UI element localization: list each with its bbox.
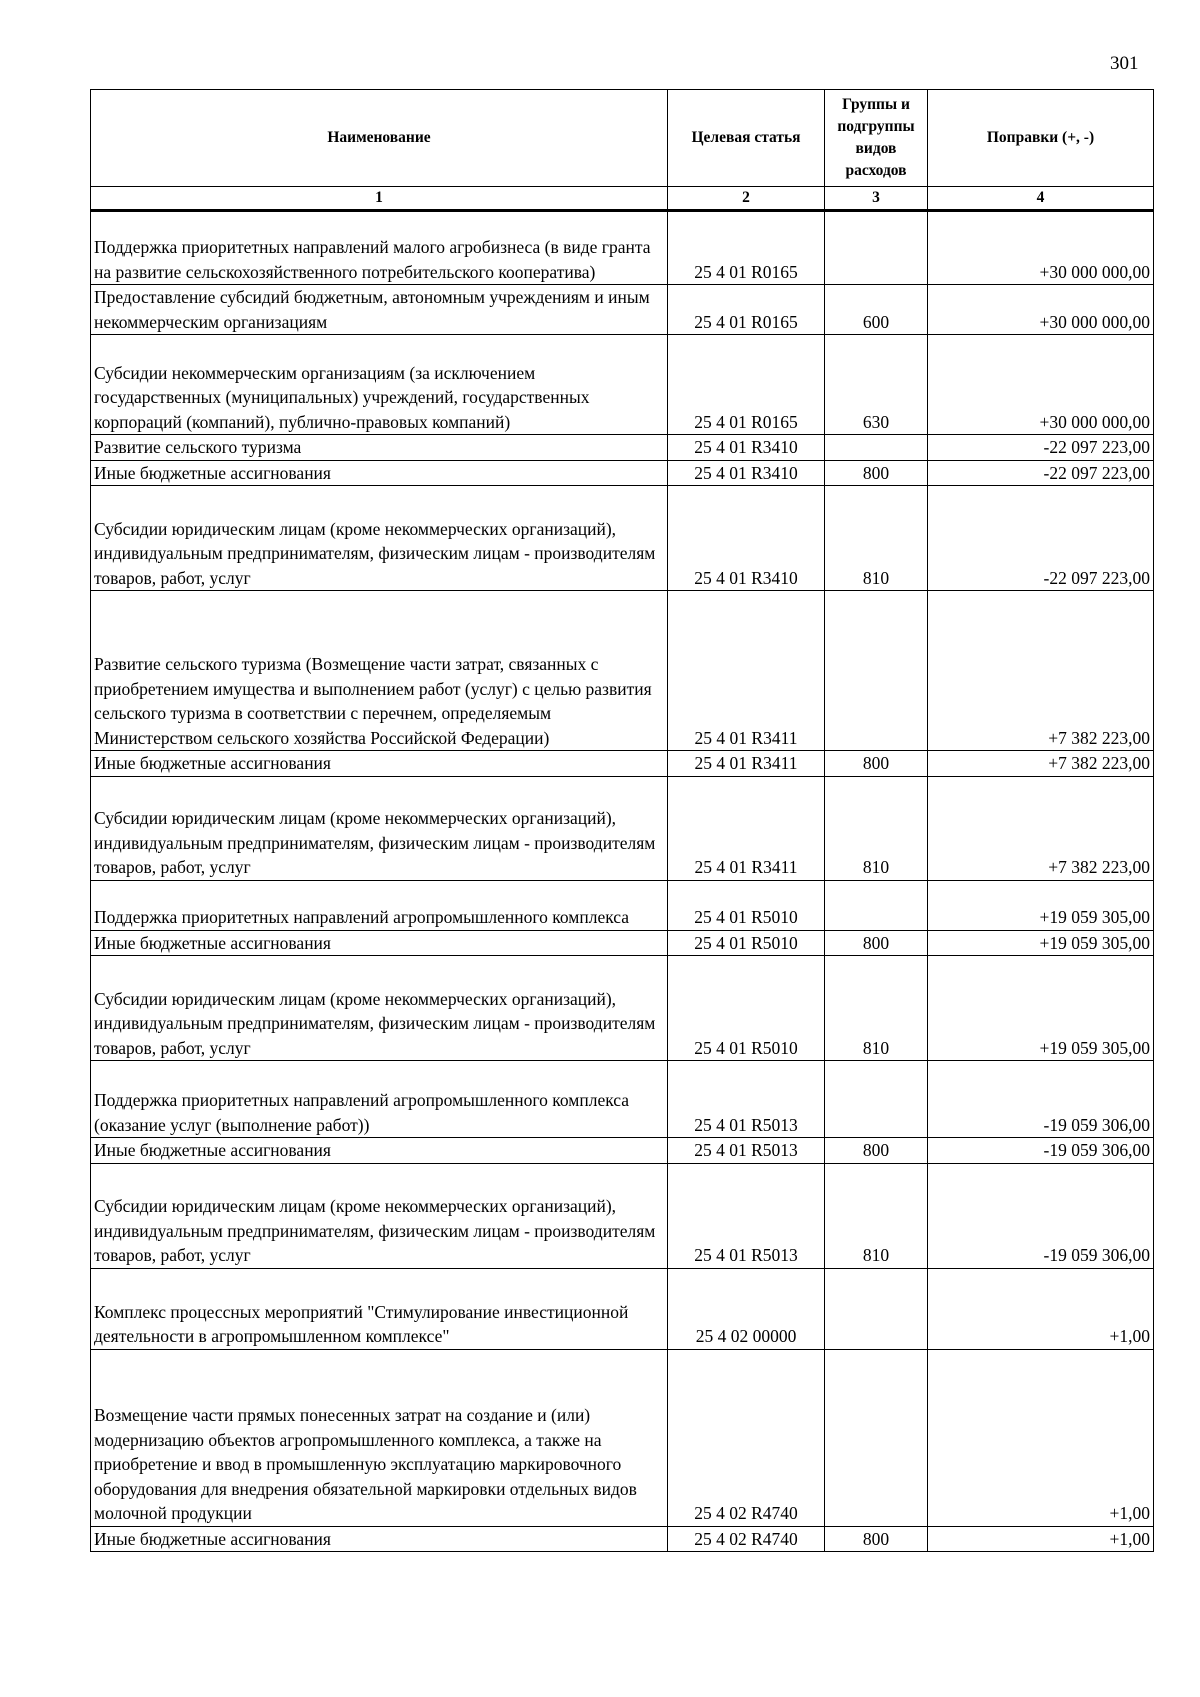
column-number: 3 <box>825 187 928 211</box>
row-expense-group: 800 <box>825 1138 928 1164</box>
row-target-code: 25 4 01 R5013 <box>668 1061 825 1138</box>
row-name: Субсидии юридическим лицам (кроме некоммерческих организаций), индивидуальным предпринимателям, физическим лицам - производителям товаров, работ, услуг <box>91 776 668 880</box>
row-name: Поддержка приоритетных направлений агропромышленного комплекса <box>91 880 668 930</box>
row-amount: +7 382 223,00 <box>928 751 1154 777</box>
row-name: Комплекс процессных мероприятий "Стимулирование инвестиционной деятельности в агропромышленном комплексе" <box>91 1268 668 1349</box>
column-number: 1 <box>91 187 668 211</box>
row-name: Иные бюджетные ассигнования <box>91 1138 668 1164</box>
table-row <box>91 1526 1154 1552</box>
header-name: Наименование <box>91 90 668 187</box>
row-expense-group: 810 <box>825 776 928 880</box>
row-name: Субсидии некоммерческим организациям (за исключением государственных (муниципальных) учреждений, государственных корпораций (компаний), публично-правовых компаний) <box>91 335 668 435</box>
row-amount: +30 000 000,00 <box>928 335 1154 435</box>
row-expense-group: 800 <box>825 930 928 956</box>
header-target-article: Целевая статья <box>668 90 825 187</box>
row-expense-group: 800 <box>825 460 928 486</box>
row-target-code: 25 4 01 R3410 <box>668 435 825 461</box>
table-header-row <box>91 90 1154 187</box>
row-target-code: 25 4 01 R5013 <box>668 1138 825 1164</box>
row-amount: +7 382 223,00 <box>928 591 1154 751</box>
row-target-code: 25 4 01 R3410 <box>668 460 825 486</box>
row-name: Иные бюджетные ассигнования <box>91 460 668 486</box>
column-number-row <box>91 187 1154 211</box>
table-row <box>91 930 1154 956</box>
row-name: Развитие сельского туризма (Возмещение части затрат, связанных с приобретением имущества и выполнением работ (услуг) с целью развития сельского туризма в соответствии с перечнем, определяемым Министерством сельского хозяйства Российской Федерации) <box>91 591 668 751</box>
table-row <box>91 591 1154 751</box>
table-row <box>91 335 1154 435</box>
row-name: Поддержка приоритетных направлений малого агробизнеса (в виде гранта на развитие сельскохозяйственного потребительского кооператива) <box>91 211 668 285</box>
table-row <box>91 1138 1154 1164</box>
row-target-code: 25 4 01 R5010 <box>668 880 825 930</box>
table-row <box>91 880 1154 930</box>
row-expense-group: 630 <box>825 335 928 435</box>
row-expense-group <box>825 1268 928 1349</box>
row-amount: +30 000 000,00 <box>928 285 1154 335</box>
row-target-code: 25 4 01 R0165 <box>668 285 825 335</box>
row-name: Субсидии юридическим лицам (кроме некоммерческих организаций), индивидуальным предпринимателям, физическим лицам - производителям товаров, работ, услуг <box>91 1163 668 1268</box>
row-expense-group: 810 <box>825 486 928 591</box>
row-target-code: 25 4 01 R0165 <box>668 335 825 435</box>
row-target-code: 25 4 01 R3411 <box>668 776 825 880</box>
column-number: 2 <box>668 187 825 211</box>
row-amount: +1,00 <box>928 1268 1154 1349</box>
row-expense-group <box>825 435 928 461</box>
row-target-code: 25 4 02 R4740 <box>668 1349 825 1526</box>
row-name: Иные бюджетные ассигнования <box>91 930 668 956</box>
table-row <box>91 285 1154 335</box>
row-expense-group <box>825 880 928 930</box>
row-name: Субсидии юридическим лицам (кроме некоммерческих организаций), индивидуальным предпринимателям, физическим лицам - производителям товаров, работ, услуг <box>91 486 668 591</box>
table-row <box>91 1163 1154 1268</box>
table-row <box>91 956 1154 1061</box>
row-expense-group <box>825 1061 928 1138</box>
row-amount: +19 059 305,00 <box>928 880 1154 930</box>
row-amount: +19 059 305,00 <box>928 930 1154 956</box>
row-name: Поддержка приоритетных направлений агропромышленного комплекса (оказание услуг (выполнение работ)) <box>91 1061 668 1138</box>
row-amount: +1,00 <box>928 1349 1154 1526</box>
header-amendments: Поправки (+, -) <box>928 90 1154 187</box>
row-amount: +30 000 000,00 <box>928 211 1154 285</box>
row-target-code: 25 4 02 R4740 <box>668 1526 825 1552</box>
row-amount: -19 059 306,00 <box>928 1061 1154 1138</box>
row-expense-group: 800 <box>825 751 928 777</box>
table-row <box>91 1268 1154 1349</box>
row-target-code: 25 4 01 R5010 <box>668 930 825 956</box>
table-row <box>91 1349 1154 1526</box>
table-row <box>91 751 1154 777</box>
row-amount: +7 382 223,00 <box>928 776 1154 880</box>
row-name: Развитие сельского туризма <box>91 435 668 461</box>
row-target-code: 25 4 01 R3410 <box>668 486 825 591</box>
table-row <box>91 435 1154 461</box>
row-expense-group <box>825 211 928 285</box>
row-amount: -22 097 223,00 <box>928 435 1154 461</box>
table-row <box>91 211 1154 285</box>
row-amount: -19 059 306,00 <box>928 1163 1154 1268</box>
row-name: Иные бюджетные ассигнования <box>91 751 668 777</box>
row-name: Субсидии юридическим лицам (кроме некоммерческих организаций), индивидуальным предпринимателям, физическим лицам - производителям товаров, работ, услуг <box>91 956 668 1061</box>
row-expense-group <box>825 591 928 751</box>
row-amount: +19 059 305,00 <box>928 956 1154 1061</box>
budget-amendments-table <box>90 89 1154 1552</box>
row-target-code: 25 4 01 R3411 <box>668 591 825 751</box>
row-target-code: 25 4 02 00000 <box>668 1268 825 1349</box>
row-amount: -22 097 223,00 <box>928 486 1154 591</box>
row-target-code: 25 4 01 R5013 <box>668 1163 825 1268</box>
row-name: Предоставление субсидий бюджетным, автономным учреждениям и иным некоммерческим организациям <box>91 285 668 335</box>
table-row <box>91 460 1154 486</box>
row-target-code: 25 4 01 R3411 <box>668 751 825 777</box>
page-number: 301 <box>1110 53 1139 74</box>
table-row <box>91 776 1154 880</box>
row-name: Возмещение части прямых понесенных затрат на создание и (или) модернизацию объектов агропромышленного комплекса, а также на приобретение и ввод в промышленную эксплуатацию маркировочного оборудования для внедрения обязательной маркировки отдельных видов молочной продукции <box>91 1349 668 1526</box>
row-expense-group <box>825 1349 928 1526</box>
row-amount: +1,00 <box>928 1526 1154 1552</box>
column-number: 4 <box>928 187 1154 211</box>
row-amount: -22 097 223,00 <box>928 460 1154 486</box>
row-expense-group: 810 <box>825 956 928 1061</box>
row-amount: -19 059 306,00 <box>928 1138 1154 1164</box>
row-expense-group: 600 <box>825 285 928 335</box>
table-row <box>91 486 1154 591</box>
table-row <box>91 1061 1154 1138</box>
row-name: Иные бюджетные ассигнования <box>91 1526 668 1552</box>
row-target-code: 25 4 01 R0165 <box>668 211 825 285</box>
row-expense-group: 810 <box>825 1163 928 1268</box>
header-expense-groups: Группы и подгруппы видов расходов <box>825 90 928 187</box>
row-expense-group: 800 <box>825 1526 928 1552</box>
row-target-code: 25 4 01 R5010 <box>668 956 825 1061</box>
